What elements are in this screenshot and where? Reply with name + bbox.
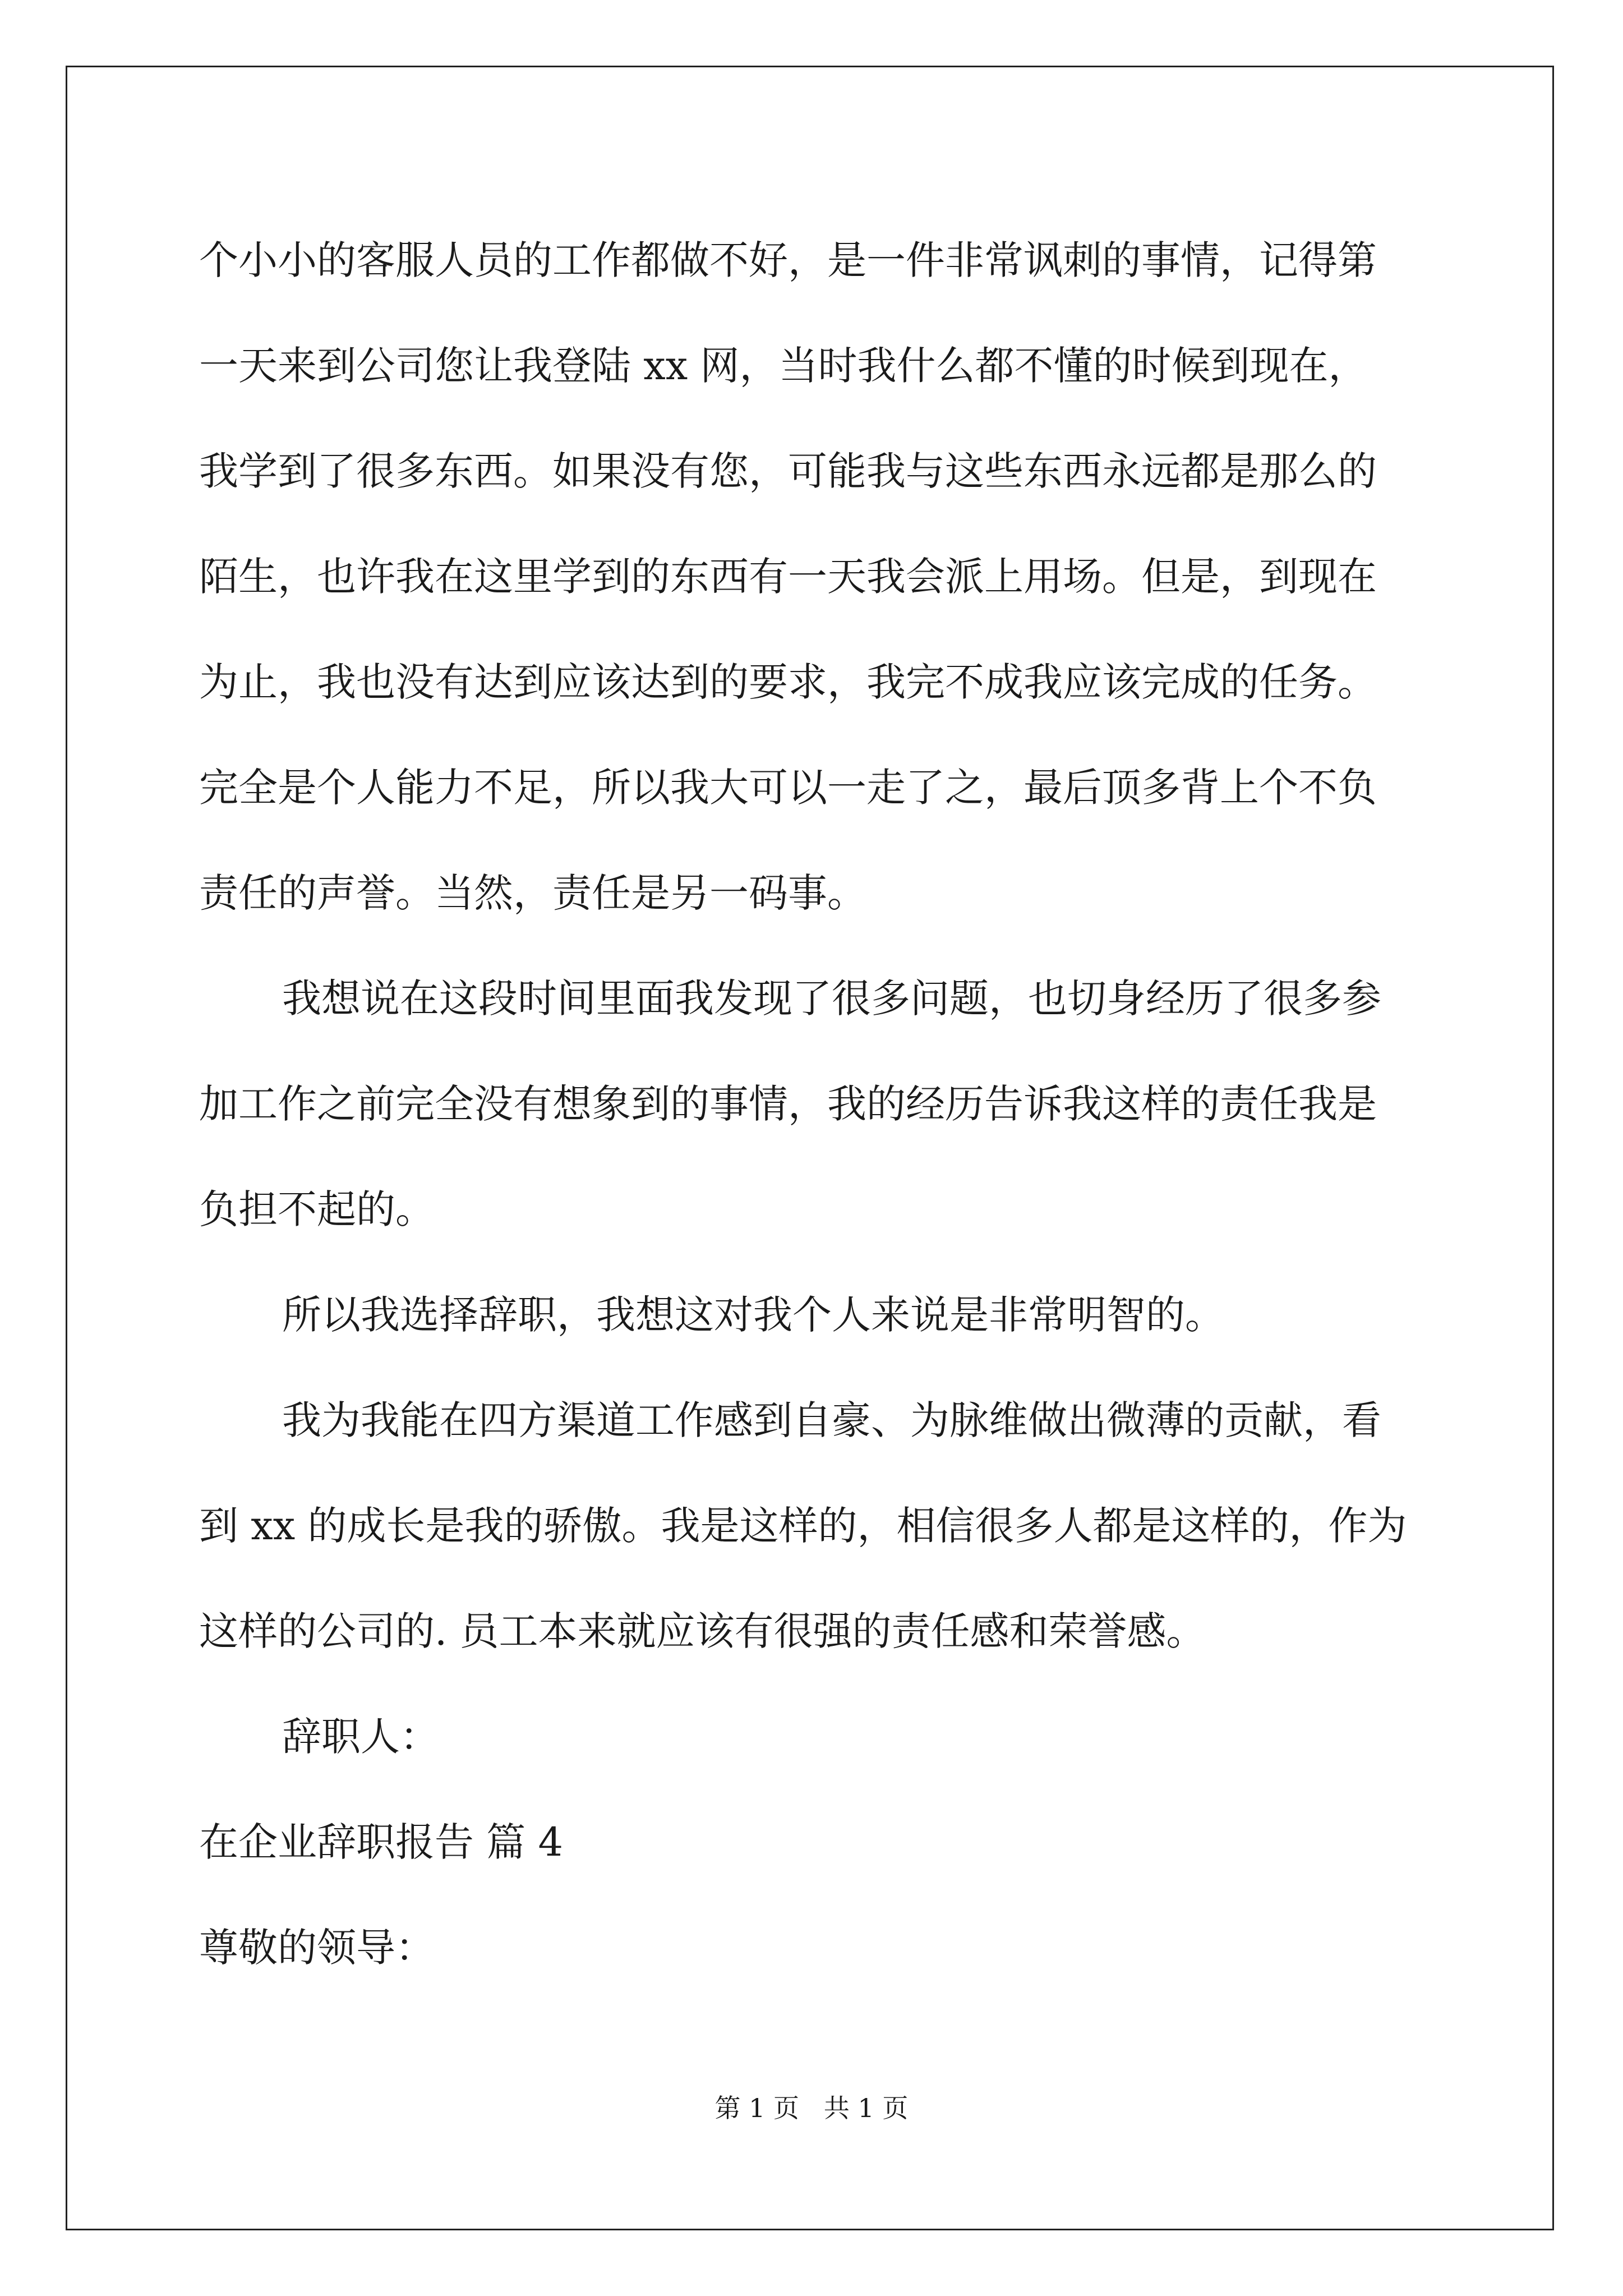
- section-heading: 在企业辞职报告 篇 4: [199, 1819, 564, 1865]
- text-line: 一天来到公司您让我登陆 xx 网，当时我什么都不懂的时候到现在，: [199, 343, 1368, 389]
- text-line: 责任的声誉。当然，责任是另一码事。: [199, 870, 866, 916]
- text-line: 个小小的客服人员的工作都做不好，是一件非常讽刺的事情，记得第: [199, 237, 1377, 283]
- paragraph-start-line: 我想说在这段时间里面我发现了很多问题，也切身经历了很多参: [282, 976, 1381, 1022]
- text-line: 完全是个人能力不足，所以我大可以一走了之，最后顶多背上个不负: [199, 765, 1377, 811]
- document-body: [199, 208, 1430, 2000]
- text-line: 我学到了很多东西。如果没有您，可能我与这些东西永远都是那么的: [199, 448, 1377, 494]
- text-line: 为止，我也没有达到应该达到的要求，我完不成我应该完成的任务。: [199, 659, 1377, 705]
- text-line: 负担不起的。: [199, 1186, 435, 1232]
- page-footer: 第 1 页 共 1 页: [714, 2093, 909, 2123]
- text-line: 陌生，也许我在这里学到的东西有一天我会派上用场。但是，到现在: [199, 554, 1377, 600]
- paragraph-start-line: 所以我选择辞职，我想这对我个人来说是非常明智的。: [282, 1292, 1224, 1338]
- signature-label: 辞职人：: [282, 1714, 439, 1760]
- text-line: 这样的公司的. 员工本来就应该有很强的责任感和荣誉感。: [199, 1608, 1206, 1654]
- text-line: 到 xx 的成长是我的骄傲。我是这样的，相信很多人都是这样的，作为: [199, 1503, 1407, 1549]
- paragraph-start-line: 我为我能在四方渠道工作感到自豪、为脉维做出微薄的贡献，看: [282, 1397, 1381, 1443]
- text-line: 加工作之前完全没有想象到的事情，我的经历告诉我这样的责任我是: [199, 1081, 1377, 1127]
- salutation: 尊敬的领导：: [199, 1925, 435, 1971]
